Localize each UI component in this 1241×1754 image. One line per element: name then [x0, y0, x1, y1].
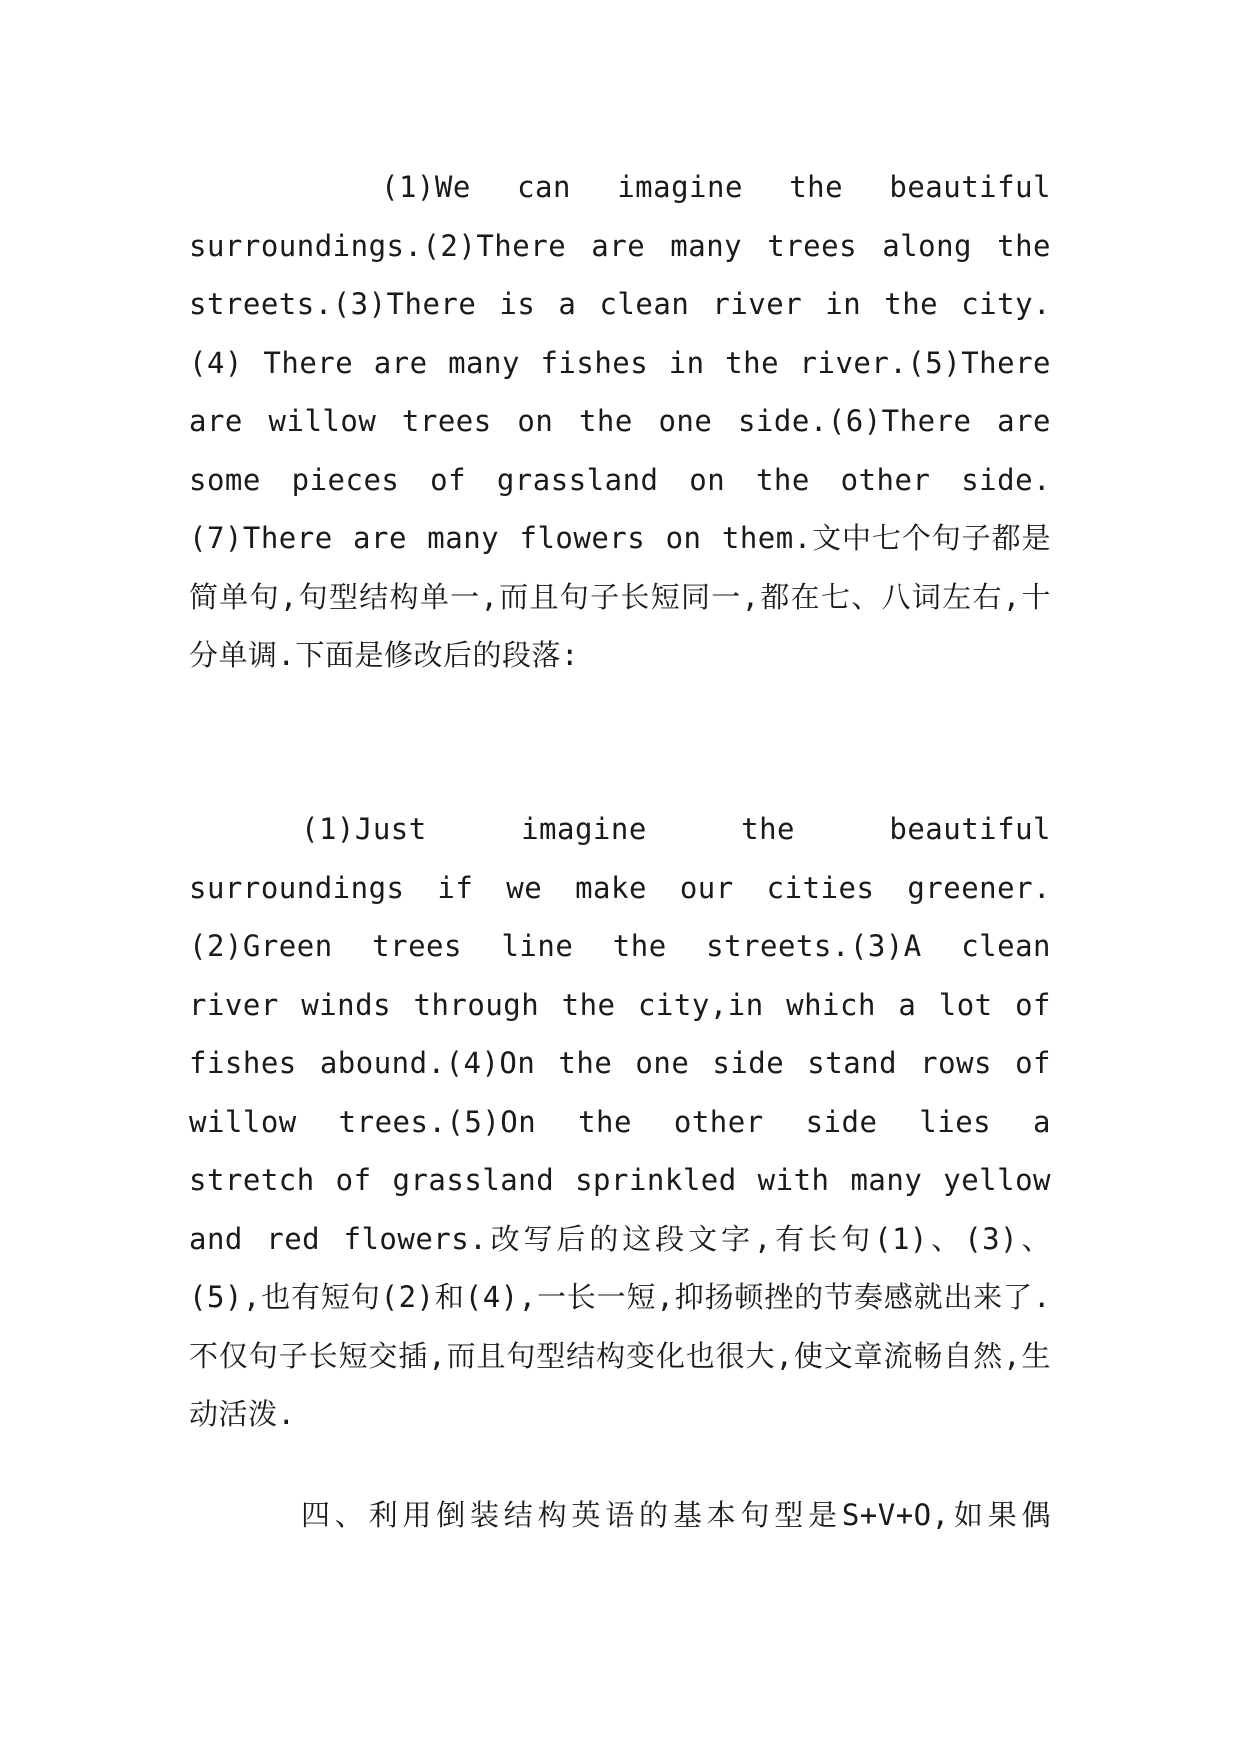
section-four-heading-text: 四、利用倒装结构英语的基本句型是S+V+O,如果偶	[301, 1498, 1051, 1532]
paragraph-revised-example: (1)Just imagine the beautiful surroundings if we make our cities greener.(2)Green trees line the streets.(3)A clean river winds through the city,in which a lot of fishes abound.(4)On the one side stand rows of willow trees.(5)On the other side lies a stretch of grassland sprinkled with many yellow and red flowers.改写后的这段文字,有长句(1)、(3)、(5),也有短句(2)和(4),一长一短,抑扬顿挫的节奏感就出来了.不仅句子长短交插,而且句型结构变化也很大,使文章流畅自然,生动活泼.	[189, 812, 1051, 1431]
paragraph-original-example: (1)We can imagine the beautiful surroundings.(2)There are many trees along the streets.(3)There is a clean river in the city.(4) There are many fishes in the river.(5)There are willow trees on the one side.(6)There are some pieces of grassland on the other side.(7)There are many flowers on them.文中七个句子都是简单句,句型结构单一,而且句子长短同一,都在七、八词左右,十分单调.下面是修改后的段落:	[189, 170, 1051, 672]
